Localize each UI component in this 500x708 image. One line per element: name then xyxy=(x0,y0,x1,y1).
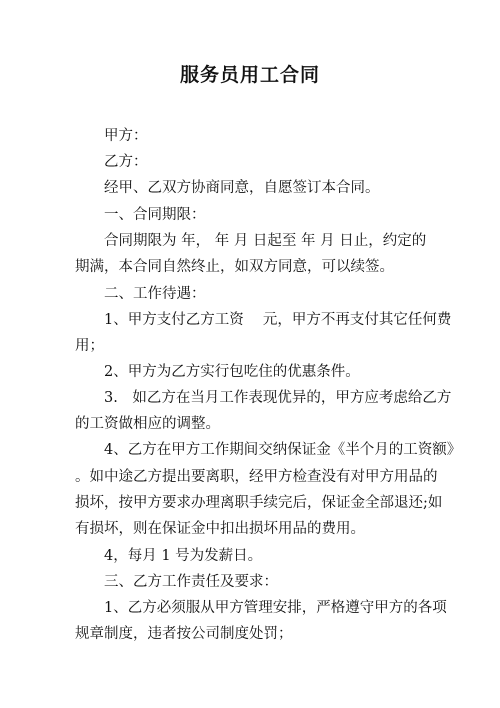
section-2-heading: 二、工作待遇： xyxy=(104,286,206,302)
section-1-heading: 一、合同期限： xyxy=(104,207,206,223)
deposit-line-3: 损坏，按甲方要求办理离职手续完后，保证金全部退还;如 xyxy=(75,495,443,511)
deposit-line-4: 有损坏，则在保证金中扣出损坏用品的费用。 xyxy=(75,521,365,537)
pay-line-1: 1、甲方支付乙方工资 元，甲方不再支付其它任何费 xyxy=(104,312,452,328)
intro-line: 经甲、乙双方协商同意，自愿签订本合同。 xyxy=(104,180,380,196)
contract-title: 服务员用工合同 xyxy=(179,64,320,86)
duty-line-2: 规章制度，违者按公司制度处罚； xyxy=(75,626,293,642)
bonus-line-1: 3. 如乙方在当月工作表现优异的，甲方应考虑给乙方 xyxy=(104,390,452,406)
pay-line-2: 用； xyxy=(75,338,104,354)
bonus-line-2: 的工资做相应的调整。 xyxy=(75,416,220,432)
party-b-line: 乙方： xyxy=(104,154,148,170)
deposit-line-2: 。如中途乙方提出要离职，经甲方检查没有对甲方用品的 xyxy=(75,469,438,485)
duty-line-1: 1、乙方必须服从甲方管理安排，严格遵守甲方的各项 xyxy=(104,600,447,616)
payday-line: 4，每月 1 号为发薪日。 xyxy=(104,548,263,564)
party-a-line: 甲方： xyxy=(104,128,148,144)
term-line-2: 期满，本合同自然终止，如双方同意，可以续签。 xyxy=(75,259,394,275)
benefit-line: 2、甲方为乙方实行包吃住的优惠条件。 xyxy=(104,364,360,380)
term-line-1: 合同期限为 年， 年 月 日起至 年 月 日止，约定的 xyxy=(104,233,427,249)
section-3-heading: 三、乙方工作责任及要求： xyxy=(104,574,278,590)
deposit-line-1: 4、乙方在甲方工作期间交纳保证金《半个月的工资额》 xyxy=(104,442,462,458)
